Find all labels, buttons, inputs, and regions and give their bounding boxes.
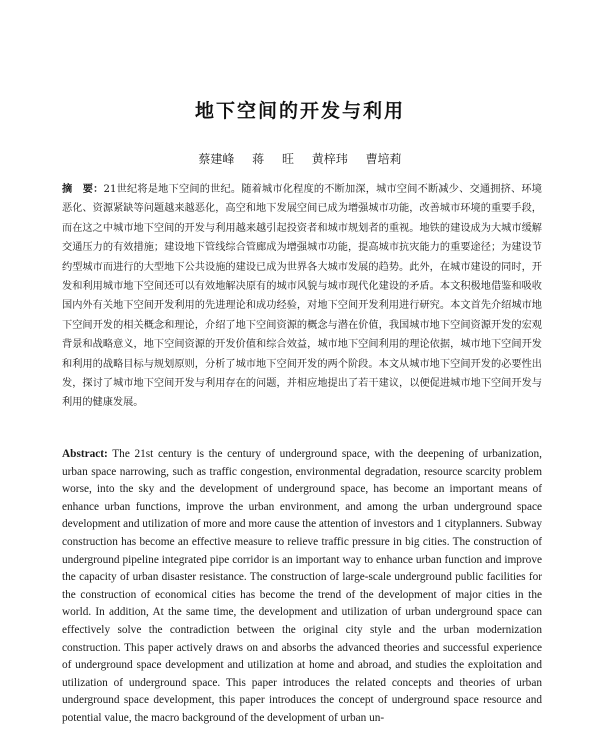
abstract-chinese-text: 21世纪将是地下空间的世纪。随着城市化程度的不断加深，城市空间不断减少、交通拥挤、环境恶化、资源紧缺等问题越来越恶化，高空和地下发展空间已成为增强城市功能，改善城市环境的重要手段，而在这之中城市地下空间的开发与利用越来越引起投资者和城市规划者的重视。地铁的建设成为大城市缓解交通压力的有效措施；建设地下管线综合管廊成为增强城市功能，提高城市抗灾能力的重要途径；为建设节约型城市而进行的大型地下公共设施的建设已成为世界各大城市发展的趋势。此外，在城市建设的同时，开发和利用城市地下空间还可以有效地解决原有的城市风貌与城市现代化建设的矛盾。本文积极地借鉴和吸收国内外有关地下空间开发利用的先进理论和成功经验，对地下空间开发利用进行研究。本文首先介绍城市地下空间开发的相关概念和理论，介绍了地下空间资源的概念与潜在价值，我国城市地下空间资源开发的宏观背景和战略意义，地下空间资源的开发价值和综合效益，城市地下空间利用的理论依据，城市地下空间开发和利用的战略目标与规划原则，分析了城市地下空间开发的两个阶段。本文从城市地下空间开发的必要性出发，探讨了城市地下空间开发与利用存在的问题，并相应地提出了若干建议，以便促进城市地下空间开发与利用的健康发展。: [62, 184, 542, 409]
abstract-english-text: The 21st century is the century of underground space, with the deepening of urbanization, urban space narrowing, such as traffic congestion, environmental degradation, resource scarcity problem worse, into the sky and the development of underground space, has become an important means of enhance urban functions, improve the urban environment, and among the urban underground space development and utilization of more and more cause the attention of investors and 1 cityplanners. Subway construction has become an effective measure to relieve traffic pressure in big cities. The construction of underground pipeline integrated pipe corridor is an important way to enhance urban function and improve the capacity of urban disaster resistance. The construction of large-scale underground public facilities for the construction of economical cities has become the trend of the development of major cities in the world. In addition, At the same time, the development and utilization of urban underground space can effectively solve the contradiction between the original city style and the urban modernization construction. This paper actively draws on and absorbs the advanced theories and successful experience of underground space development and utilization at home and abroad, and studies the exploitation and utilization of underground space. This paper introduces the related concepts and theories of urban underground space development, this paper introduces the concept of underground space resource and potential value, the macro background of the development of urban un-: [62, 448, 543, 724]
abstract-chinese-label: 摘 要：: [62, 184, 104, 195]
paper-authors: 蔡建峰 蒋 旺 黄梓玮 曹培莉: [198, 152, 402, 166]
paper-title: 地下空间的开发与利用: [194, 100, 405, 122]
abstract-english-label: Abstract:: [62, 448, 108, 460]
abstract-chinese: [62, 180, 542, 413]
abstract-english: [62, 446, 542, 728]
